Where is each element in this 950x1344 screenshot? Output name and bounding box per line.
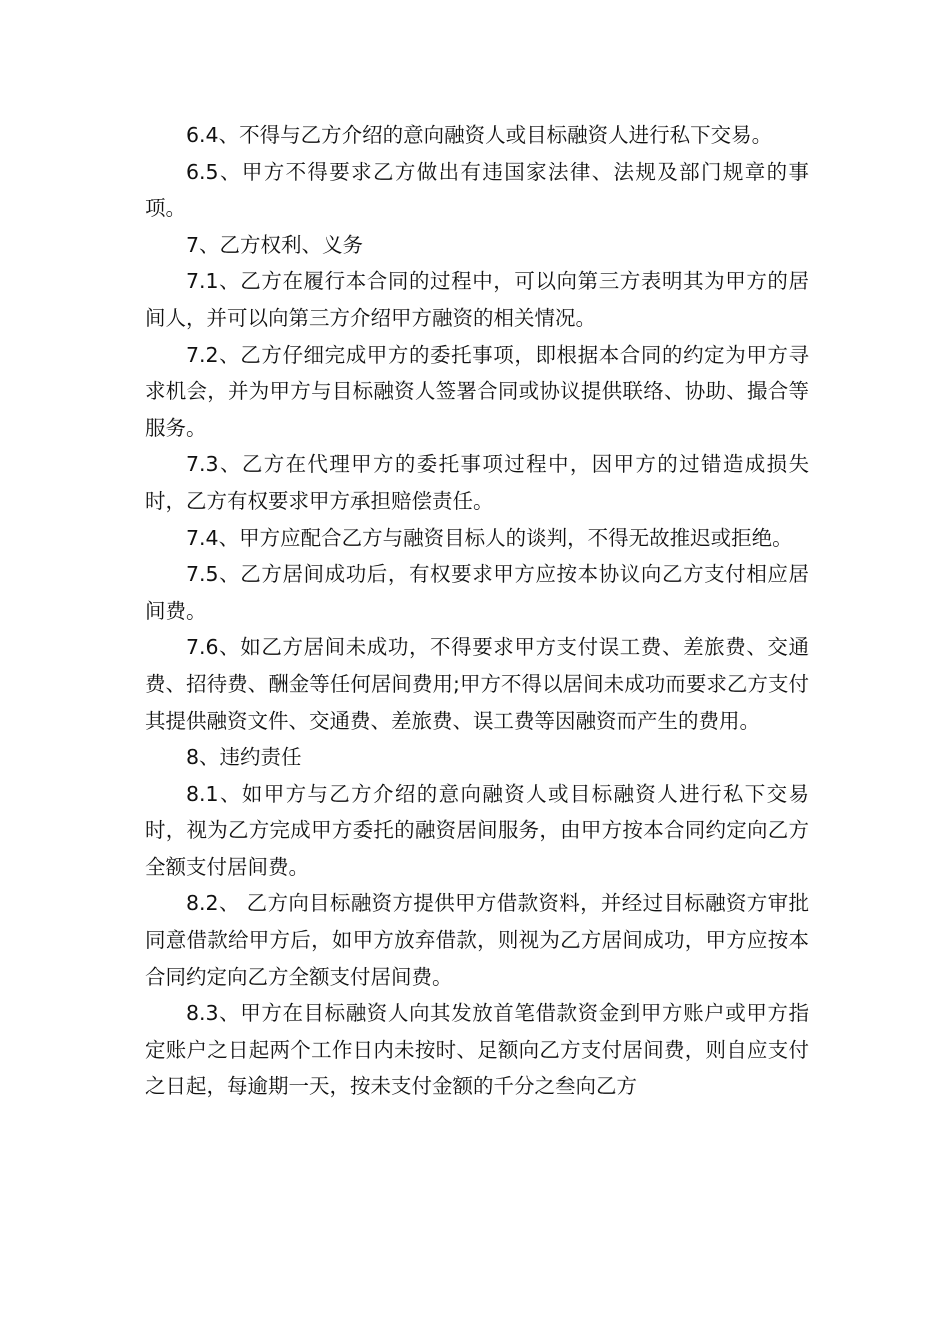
clause-8-2: 8.2、 乙方向目标融资方提供甲方借款资料，并经过目标融资方审批同意借款给甲方后，如甲方放弃借款，则视为乙方居间成功，甲方应按本合同约定向乙方全额支付居间费。 xyxy=(145,891,809,989)
clause-7-1: 7.1、乙方在履行本合同的过程中，可以向第三方表明其为甲方的居间人，并可以向第三方介绍甲方融资的相关情况。 xyxy=(145,269,809,330)
clause-6-5: 6.5、甲方不得要求乙方做出有违国家法律、法规及部门规章的事项。 xyxy=(145,159,809,221)
clause-6-4: 6.4、不得与乙方介绍的意向融资人或目标融资人进行私下交易。 xyxy=(186,123,773,147)
section-7-heading: 7、乙方权利、义务 xyxy=(186,232,364,257)
clause-7-6: 7.6、如乙方居间未成功，不得要求甲方支付误工费、差旅费、交通费、招待费、酬金等任何居间费用;甲方不得以居间未成功而要求乙方支付其提供融资文件、交通费、差旅费、误工费等因融资而产生的费用。 xyxy=(145,635,809,733)
clause-7-2: 7.2、乙方仔细完成甲方的委托事项，即根据本合同的约定为甲方寻求机会，并为甲方与目标融资人签署合同或协议提供联络、协助、撮合等服务。 xyxy=(145,342,809,440)
clause-7-5: 7.5、乙方居间成功后，有权要求甲方应按本协议向乙方支付相应居间费。 xyxy=(145,562,809,623)
section-8-heading: 8、违约责任 xyxy=(186,745,302,770)
clause-8-3: 8.3、甲方在目标融资人向其发放首笔借款资金到甲方账户或甲方指定账户之日起两个工作日内未按时、足额向乙方支付居间费，则自应支付之日起，每逾期一天，按未支付金额的千分之叁向乙方 xyxy=(145,1001,809,1099)
document-body xyxy=(145,117,809,1105)
clause-8-1: 8.1、如甲方与乙方介绍的意向融资人或目标融资人进行私下交易时，视为乙方完成甲方委托的融资居间服务，由甲方按本合同约定向乙方全额支付居间费。 xyxy=(145,781,809,879)
clause-7-3: 7.3、乙方在代理甲方的委托事项过程中，因甲方的过错造成损失时，乙方有权要求甲方承担赔偿责任。 xyxy=(145,452,809,513)
clause-7-4: 7.4、甲方应配合乙方与融资目标人的谈判，不得无故推迟或拒绝。 xyxy=(186,525,793,550)
